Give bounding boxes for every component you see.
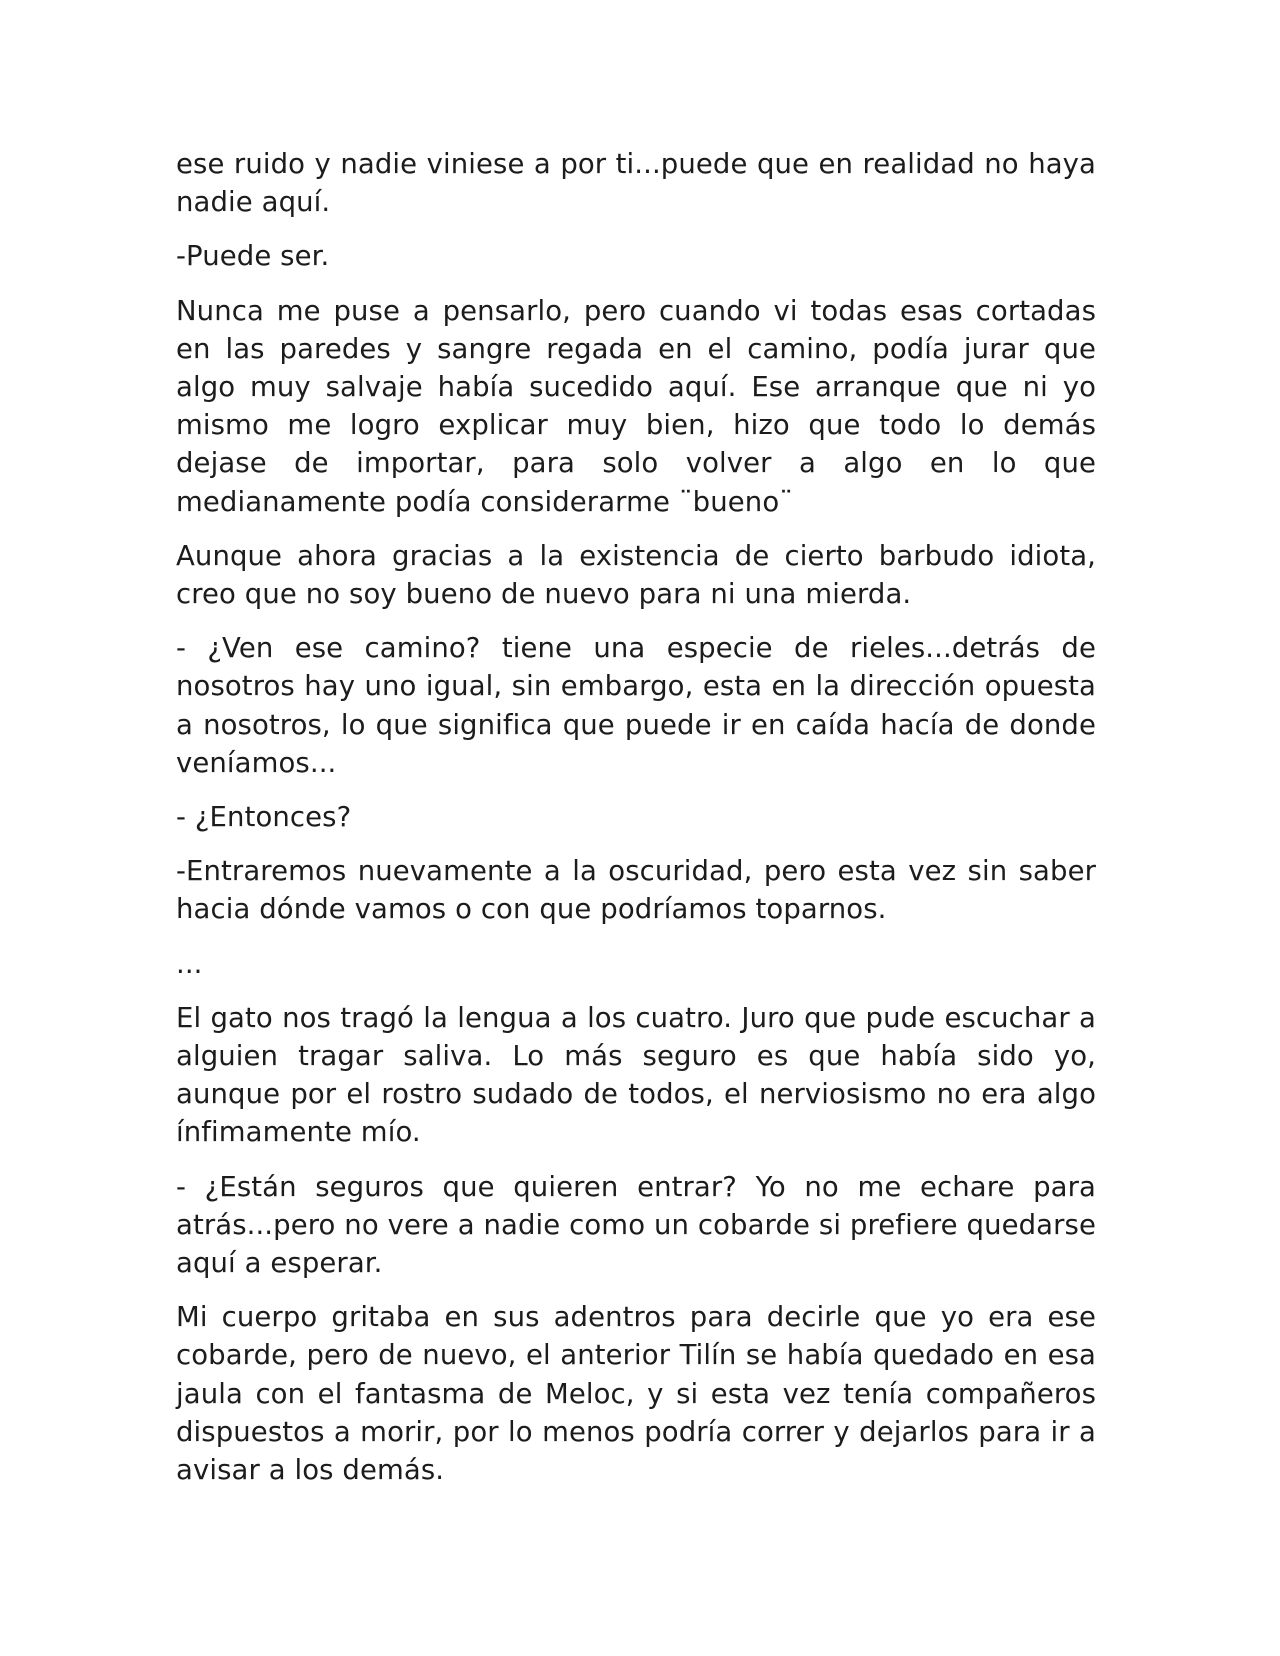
paragraph: Mi cuerpo gritaba en sus adentros para decirle que yo era ese cobarde, pero de nuevo, el anterior Tilín se había quedado en esa jaula con el fantasma de Meloc, y si esta vez tenía compañeros dispuestos a morir, por lo menos podría correr y dejarlos para ir a avisar a los demás.	[176, 1301, 1096, 1487]
paragraph: -Puede ser.	[176, 240, 330, 273]
document-page	[176, 145, 1096, 1505]
paragraph: El gato nos tragó la lengua a los cuatro. Juro que pude escuchar a alguien tragar saliva. Lo más seguro es que había sido yo, aunque por el rostro sudado de todos, el nerviosismo no era algo ínfimamente mío.	[176, 1001, 1096, 1149]
paragraph: ese ruido y nadie viniese a por ti...puede que en realidad no haya nadie aquí.	[176, 148, 1096, 219]
paragraph: - ¿Ven ese camino? tiene una especie de rieles...detrás de nosotros hay uno igual, sin embargo, esta en la dirección opuesta a nosotros, lo que significa que puede ir en caída hacía de donde veníamos...	[176, 632, 1096, 779]
paragraph: Aunque ahora gracias a la existencia de cierto barbudo idiota, creo que no soy bueno de nuevo para ni una mierda.	[176, 539, 1096, 611]
scene-break: ...	[176, 947, 203, 980]
paragraph: Nunca me puse a pensarlo, pero cuando vi todas esas cortadas en las paredes y sangre regada en el camino, podía jurar que algo muy salvaje había sucedido aquí. Ese arranque que ni yo mismo me logro explicar muy bien, hizo que todo lo demás dejase de importar, para solo volver a algo en lo que medianamente podía considerarme ¨bueno¨	[176, 294, 1096, 518]
paragraph: - ¿Entonces?	[176, 801, 352, 834]
paragraph: - ¿Están seguros que quieren entrar? Yo no me echare para atrás...pero no vere a nadie como un cobarde si prefiere quedarse aquí a esperar.	[176, 1170, 1096, 1280]
paragraph: -Entraremos nuevamente a la oscuridad, pero esta vez sin saber hacia dónde vamos o con que podríamos toparnos.	[176, 855, 1096, 926]
